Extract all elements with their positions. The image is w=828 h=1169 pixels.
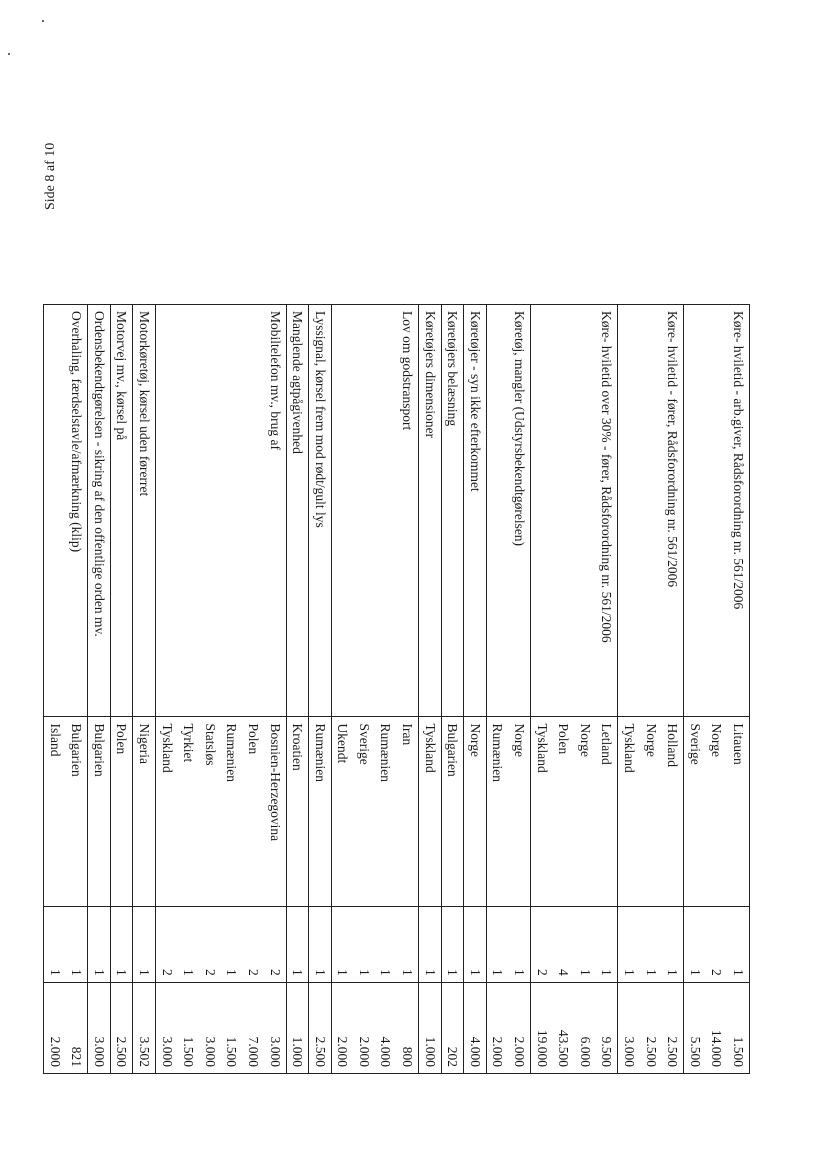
fine-amount: 2.500 <box>114 1036 130 1067</box>
scan-speck <box>42 20 44 22</box>
fine-amount: 6.000 <box>577 1036 593 1067</box>
violation-category-cell <box>464 305 487 717</box>
fine-amount-cell <box>88 982 111 1073</box>
fine-amount-cell <box>618 982 684 1073</box>
country-cell <box>486 717 530 907</box>
fine-amount: 2.000 <box>47 1036 63 1067</box>
violation-category: Køretøj, mangler (Udstyrsbekendtgørelsen) <box>512 311 528 547</box>
table-row <box>44 305 88 1074</box>
case-count: 1 <box>622 969 638 976</box>
case-count: 1 <box>400 969 416 976</box>
fine-amount: 43.500 <box>556 1029 572 1067</box>
case-count-cell <box>486 907 530 983</box>
country-cell <box>88 717 111 907</box>
violation-category: Køre- hviletid - fører, Rådsforordning nr. 561/2006 <box>665 311 681 588</box>
country: Norge <box>643 723 659 757</box>
violation-category: Manglende agtpågivenhed <box>290 311 306 454</box>
fine-amount: 1.500 <box>181 1036 197 1067</box>
country-cell <box>618 717 684 907</box>
violation-category: Motorvej mv., kørsel på <box>114 311 130 441</box>
fine-amount: 4.000 <box>378 1036 394 1067</box>
country: Holland <box>665 723 681 767</box>
case-count: 1 <box>422 969 438 976</box>
fine-amount: 3.000 <box>622 1036 638 1067</box>
fine-amount: 7.000 <box>245 1036 261 1067</box>
case-count: 2 <box>534 969 550 976</box>
fine-amount: 2.000 <box>490 1036 506 1067</box>
violation-category: Overhaling, færdselstavle/afmærkning (klip) <box>69 311 85 553</box>
case-count: 2 <box>245 969 261 976</box>
case-count-cell <box>331 907 418 983</box>
table-row <box>309 305 332 1074</box>
case-count: 1 <box>599 969 615 976</box>
fine-amount: 3.000 <box>159 1036 175 1067</box>
case-count: 1 <box>445 969 461 976</box>
violations-table-body <box>44 305 750 1074</box>
country: Rumænien <box>378 723 394 782</box>
violation-category: Lov om godstransport <box>400 311 416 431</box>
case-count: 1 <box>577 969 593 976</box>
fine-amount: 1.000 <box>290 1036 306 1067</box>
country: Tyskland <box>622 723 638 773</box>
violation-category-cell <box>531 305 618 717</box>
fine-amount-cell <box>133 982 156 1073</box>
country: Norge <box>467 723 483 757</box>
table-row <box>155 305 286 1074</box>
violation-category-cell <box>133 305 156 717</box>
country: Tyskland <box>534 723 550 773</box>
country: Polen <box>556 723 572 755</box>
table-row <box>419 305 442 1074</box>
country: Tyskland <box>159 723 175 773</box>
scan-speck <box>8 53 10 55</box>
country: Island <box>47 723 63 757</box>
fine-amount-cell <box>309 982 332 1073</box>
case-count: 1 <box>312 969 328 976</box>
table-row <box>464 305 487 1074</box>
case-count: 1 <box>665 969 681 976</box>
fine-amount-cell <box>486 982 530 1073</box>
case-count-cell <box>309 907 332 983</box>
case-count-cell <box>684 907 750 983</box>
violations-table <box>43 304 750 1074</box>
case-count-cell <box>618 907 684 983</box>
violation-category-cell <box>110 305 133 717</box>
violation-category: Køretøjers dimensioner <box>422 311 438 439</box>
case-count-cell <box>464 907 487 983</box>
fine-amount: 202 <box>445 1046 461 1067</box>
fine-amount-cell <box>531 982 618 1073</box>
country-cell <box>155 717 286 907</box>
violation-category-cell <box>309 305 332 717</box>
country-cell <box>331 717 418 907</box>
fine-amount: 3.000 <box>267 1036 283 1067</box>
country: Statsløs <box>202 723 218 766</box>
country-cell <box>441 717 464 907</box>
violations-table-rotated <box>47 304 750 1074</box>
table-row <box>684 305 750 1074</box>
fine-amount: 9.500 <box>599 1036 615 1067</box>
case-count: 1 <box>467 969 483 976</box>
fine-amount: 2.500 <box>643 1036 659 1067</box>
country: Polen <box>114 723 130 755</box>
table-row <box>486 305 530 1074</box>
country: Norge <box>577 723 593 757</box>
case-count: 1 <box>378 969 394 976</box>
country: Bosnien-Herzegovina <box>267 723 283 842</box>
country-cell <box>684 717 750 907</box>
violation-category: Køre- hviletid over 30% - fører, Rådsforordning nr. 561/2006 <box>599 311 615 643</box>
case-count: 1 <box>181 969 197 976</box>
fine-amount-cell <box>464 982 487 1073</box>
case-count: 1 <box>356 969 372 976</box>
fine-amount-cell <box>684 982 750 1073</box>
case-count: 1 <box>490 969 506 976</box>
case-count: 1 <box>512 969 528 976</box>
country-cell <box>133 717 156 907</box>
case-count: 2 <box>159 969 175 976</box>
country-cell <box>110 717 133 907</box>
case-count-cell <box>44 907 88 983</box>
fine-amount: 3.000 <box>91 1036 107 1067</box>
fine-amount: 800 <box>400 1046 416 1067</box>
page-number: Side 8 af 10 <box>43 142 58 210</box>
fine-amount: 2.500 <box>312 1036 328 1067</box>
case-count: 1 <box>335 969 351 976</box>
case-count: 1 <box>136 969 152 976</box>
violation-category: Ordensbekendtgørelsen - sikring af den offentlige orden mv. <box>91 311 107 637</box>
fine-amount-cell <box>331 982 418 1073</box>
fine-amount-cell <box>441 982 464 1073</box>
country: Polen <box>245 723 261 755</box>
violation-category-cell <box>419 305 442 717</box>
case-count-cell <box>155 907 286 983</box>
fine-amount: 821 <box>69 1046 85 1067</box>
fine-amount-cell <box>110 982 133 1073</box>
case-count: 1 <box>290 969 306 976</box>
violation-category-cell <box>618 305 684 717</box>
case-count: 1 <box>91 969 107 976</box>
country: Tyskland <box>422 723 438 773</box>
violation-category-cell <box>441 305 464 717</box>
table-row <box>133 305 156 1074</box>
country-cell <box>531 717 618 907</box>
country: Iran <box>400 723 416 746</box>
fine-amount: 3.000 <box>202 1036 218 1067</box>
fine-amount: 14.000 <box>709 1029 725 1067</box>
country: Kroatien <box>290 723 306 771</box>
case-count: 1 <box>643 969 659 976</box>
country-cell <box>419 717 442 907</box>
fine-amount-cell <box>286 982 309 1073</box>
violation-category: Motorkøretøj, kørsel uden førerret <box>136 311 152 497</box>
fine-amount: 2.000 <box>512 1036 528 1067</box>
violation-category-cell <box>286 305 309 717</box>
fine-amount: 2.000 <box>356 1036 372 1067</box>
case-count-cell <box>531 907 618 983</box>
table-row <box>110 305 133 1074</box>
case-count: 1 <box>224 969 240 976</box>
table-row <box>331 305 418 1074</box>
country: Bulgarien <box>69 723 85 777</box>
violation-category: Køre- hviletid - arb.giver, Rådsforordning nr. 561/2006 <box>731 311 746 610</box>
fine-amount: 4.000 <box>467 1036 483 1067</box>
fine-amount: 19.000 <box>534 1029 550 1067</box>
fine-amount: 2.000 <box>335 1036 351 1067</box>
country: Bulgarien <box>445 723 461 777</box>
case-count: 2 <box>202 969 218 976</box>
violation-category: Køretøjer - syn ikke efterkommet <box>467 311 483 492</box>
violation-category-cell <box>155 305 286 717</box>
country: Bulgarien <box>91 723 107 777</box>
fine-amount-cell <box>44 982 88 1073</box>
fine-amount: 1.500 <box>224 1036 240 1067</box>
country: Rumænien <box>224 723 240 782</box>
country: Ukendt <box>335 723 351 764</box>
case-count: 1 <box>687 969 703 976</box>
country: Sverige <box>356 723 372 765</box>
case-count: 1 <box>69 969 85 976</box>
case-count-cell <box>419 907 442 983</box>
country: Sverige <box>687 723 703 765</box>
table-row <box>531 305 618 1074</box>
country: Letland <box>599 723 615 765</box>
case-count: 4 <box>556 969 572 976</box>
fine-amount: 3.502 <box>136 1036 152 1067</box>
country: Norge <box>512 723 528 757</box>
table-row <box>441 305 464 1074</box>
country: Rumænien <box>490 723 506 782</box>
table-row <box>88 305 111 1074</box>
violation-category: Køretøjers belæsning <box>445 311 461 427</box>
violation-category-cell <box>44 305 88 717</box>
case-count-cell <box>286 907 309 983</box>
fine-amount-cell <box>155 982 286 1073</box>
fine-amount: 1.000 <box>422 1036 438 1067</box>
violation-category: Lyssignal, kørsel frem mod rødt/gult lys <box>312 311 328 528</box>
fine-amount: 1.500 <box>731 1036 746 1067</box>
case-count-cell <box>110 907 133 983</box>
case-count-cell <box>133 907 156 983</box>
fine-amount: 2.500 <box>665 1036 681 1067</box>
case-count-cell <box>441 907 464 983</box>
case-count-cell <box>88 907 111 983</box>
table-row <box>286 305 309 1074</box>
country: Norge <box>709 723 725 757</box>
country-cell <box>309 717 332 907</box>
case-count: 2 <box>267 969 283 976</box>
table-row <box>618 305 684 1074</box>
country: Tyrkiet <box>181 723 197 763</box>
case-count: 2 <box>709 969 725 976</box>
violation-category-cell <box>684 305 750 717</box>
case-count: 1 <box>114 969 130 976</box>
case-count: 1 <box>47 969 63 976</box>
fine-amount: 5.500 <box>687 1036 703 1067</box>
country: Rumænien <box>312 723 328 782</box>
violation-category-cell <box>486 305 530 717</box>
case-count: 1 <box>731 969 746 976</box>
country: Litauen <box>731 723 746 765</box>
country-cell <box>286 717 309 907</box>
country-cell <box>44 717 88 907</box>
violation-category-cell <box>88 305 111 717</box>
country: Nigeria <box>136 723 152 764</box>
fine-amount-cell <box>419 982 442 1073</box>
country-cell <box>464 717 487 907</box>
violation-category-cell <box>331 305 418 717</box>
violation-category: Mobiltelefon mv., brug af <box>267 311 283 450</box>
